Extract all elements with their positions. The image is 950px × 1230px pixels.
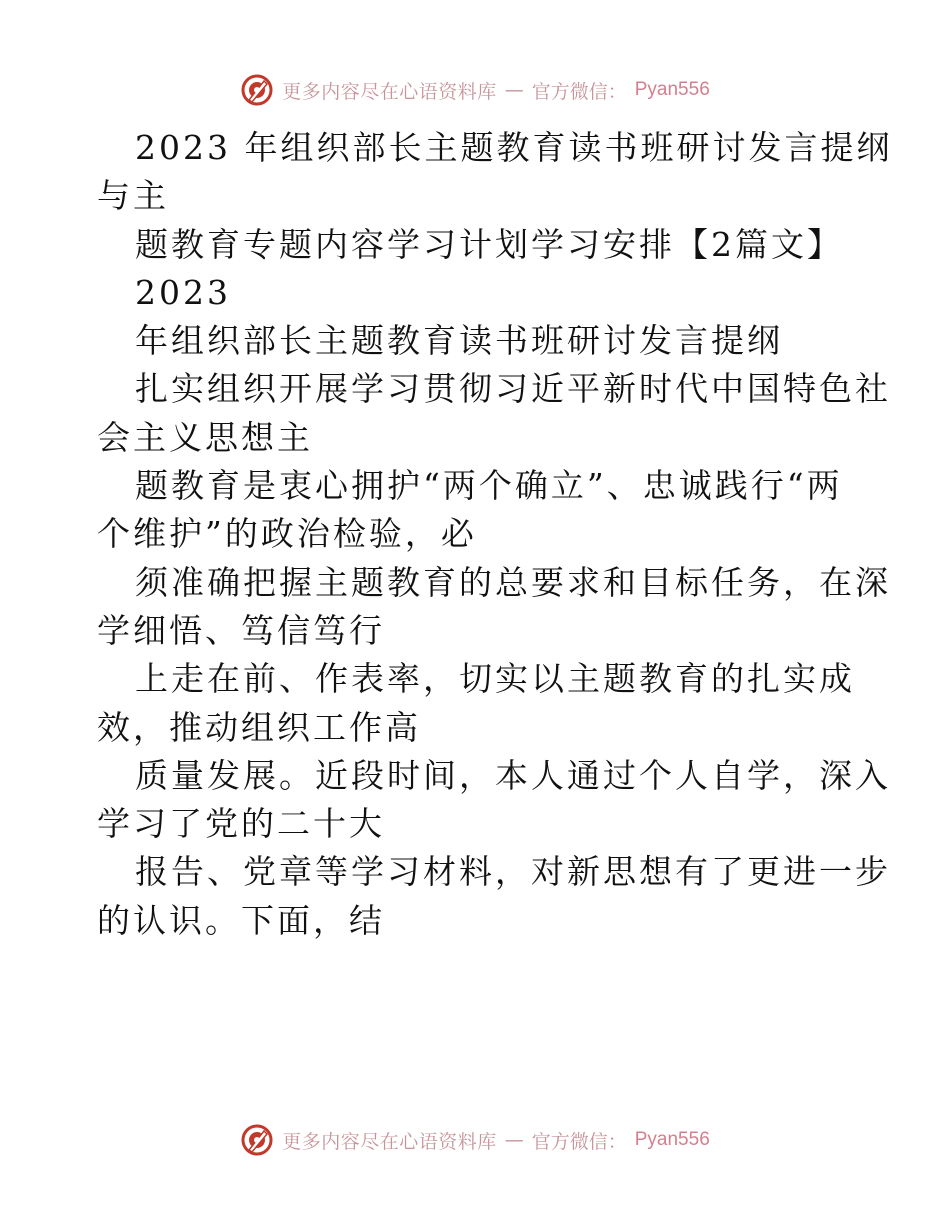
paragraph-line: 上走在前、作表率，切实以主题教育的扎实成 xyxy=(135,659,855,699)
watermark-site-text: 更多内容尽在心语资料库 xyxy=(282,1130,497,1153)
paragraph-line: 报告、党章等学习材料，对新思想有了更进一步 xyxy=(135,852,891,892)
paragraph-line: 学细悟、笃信笃行 xyxy=(97,610,385,650)
pen-logo-icon xyxy=(240,1123,274,1157)
paragraph-line: 个维护”的政治检验，必 xyxy=(97,514,477,554)
document-body xyxy=(0,124,950,945)
paragraph-line: 的认识。下面，结 xyxy=(97,900,385,940)
watermark-wechat-id: Pyan556 xyxy=(634,1129,710,1150)
paragraph-line: 效，推动组织工作高 xyxy=(97,707,421,747)
paragraph-line: 题教育是衷心拥护“两个确立”、忠诚践行“两 xyxy=(135,466,843,506)
paragraph-line: 须准确把握主题教育的总要求和目标任务，在深 xyxy=(135,562,891,602)
document-title-line: 2023 年组织部长主题教育读书班研讨发言提纲 xyxy=(135,128,893,167)
document-title-line: 与主 xyxy=(97,176,169,216)
watermark-separator: — xyxy=(504,1129,524,1151)
document-title-line: 题教育专题内容学习计划学习安排【2篇文】 xyxy=(135,224,843,264)
paragraph-line: 学习了党的二十大 xyxy=(97,804,385,844)
pen-logo-icon xyxy=(240,73,274,107)
header-watermark xyxy=(0,70,950,110)
section-heading-line: 年组织部长主题教育读书班研讨发言提纲 xyxy=(135,321,783,361)
watermark-official-text: 官方微信： xyxy=(531,1130,627,1153)
paragraph-line: 会主义思想主 xyxy=(97,417,313,457)
watermark-official-text: 官方微信： xyxy=(531,80,627,103)
section-heading-line: 2023 xyxy=(135,272,231,312)
paragraph-line: 质量发展。近段时间，本人通过个人自学，深入 xyxy=(135,755,891,795)
watermark-site-text: 更多内容尽在心语资料库 xyxy=(282,80,497,103)
paragraph-line: 扎实组织开展学习贯彻习近平新时代中国特色社 xyxy=(135,369,891,409)
watermark-wechat-id: Pyan556 xyxy=(634,79,710,100)
footer-watermark xyxy=(0,1120,950,1160)
watermark-separator: — xyxy=(504,79,524,101)
